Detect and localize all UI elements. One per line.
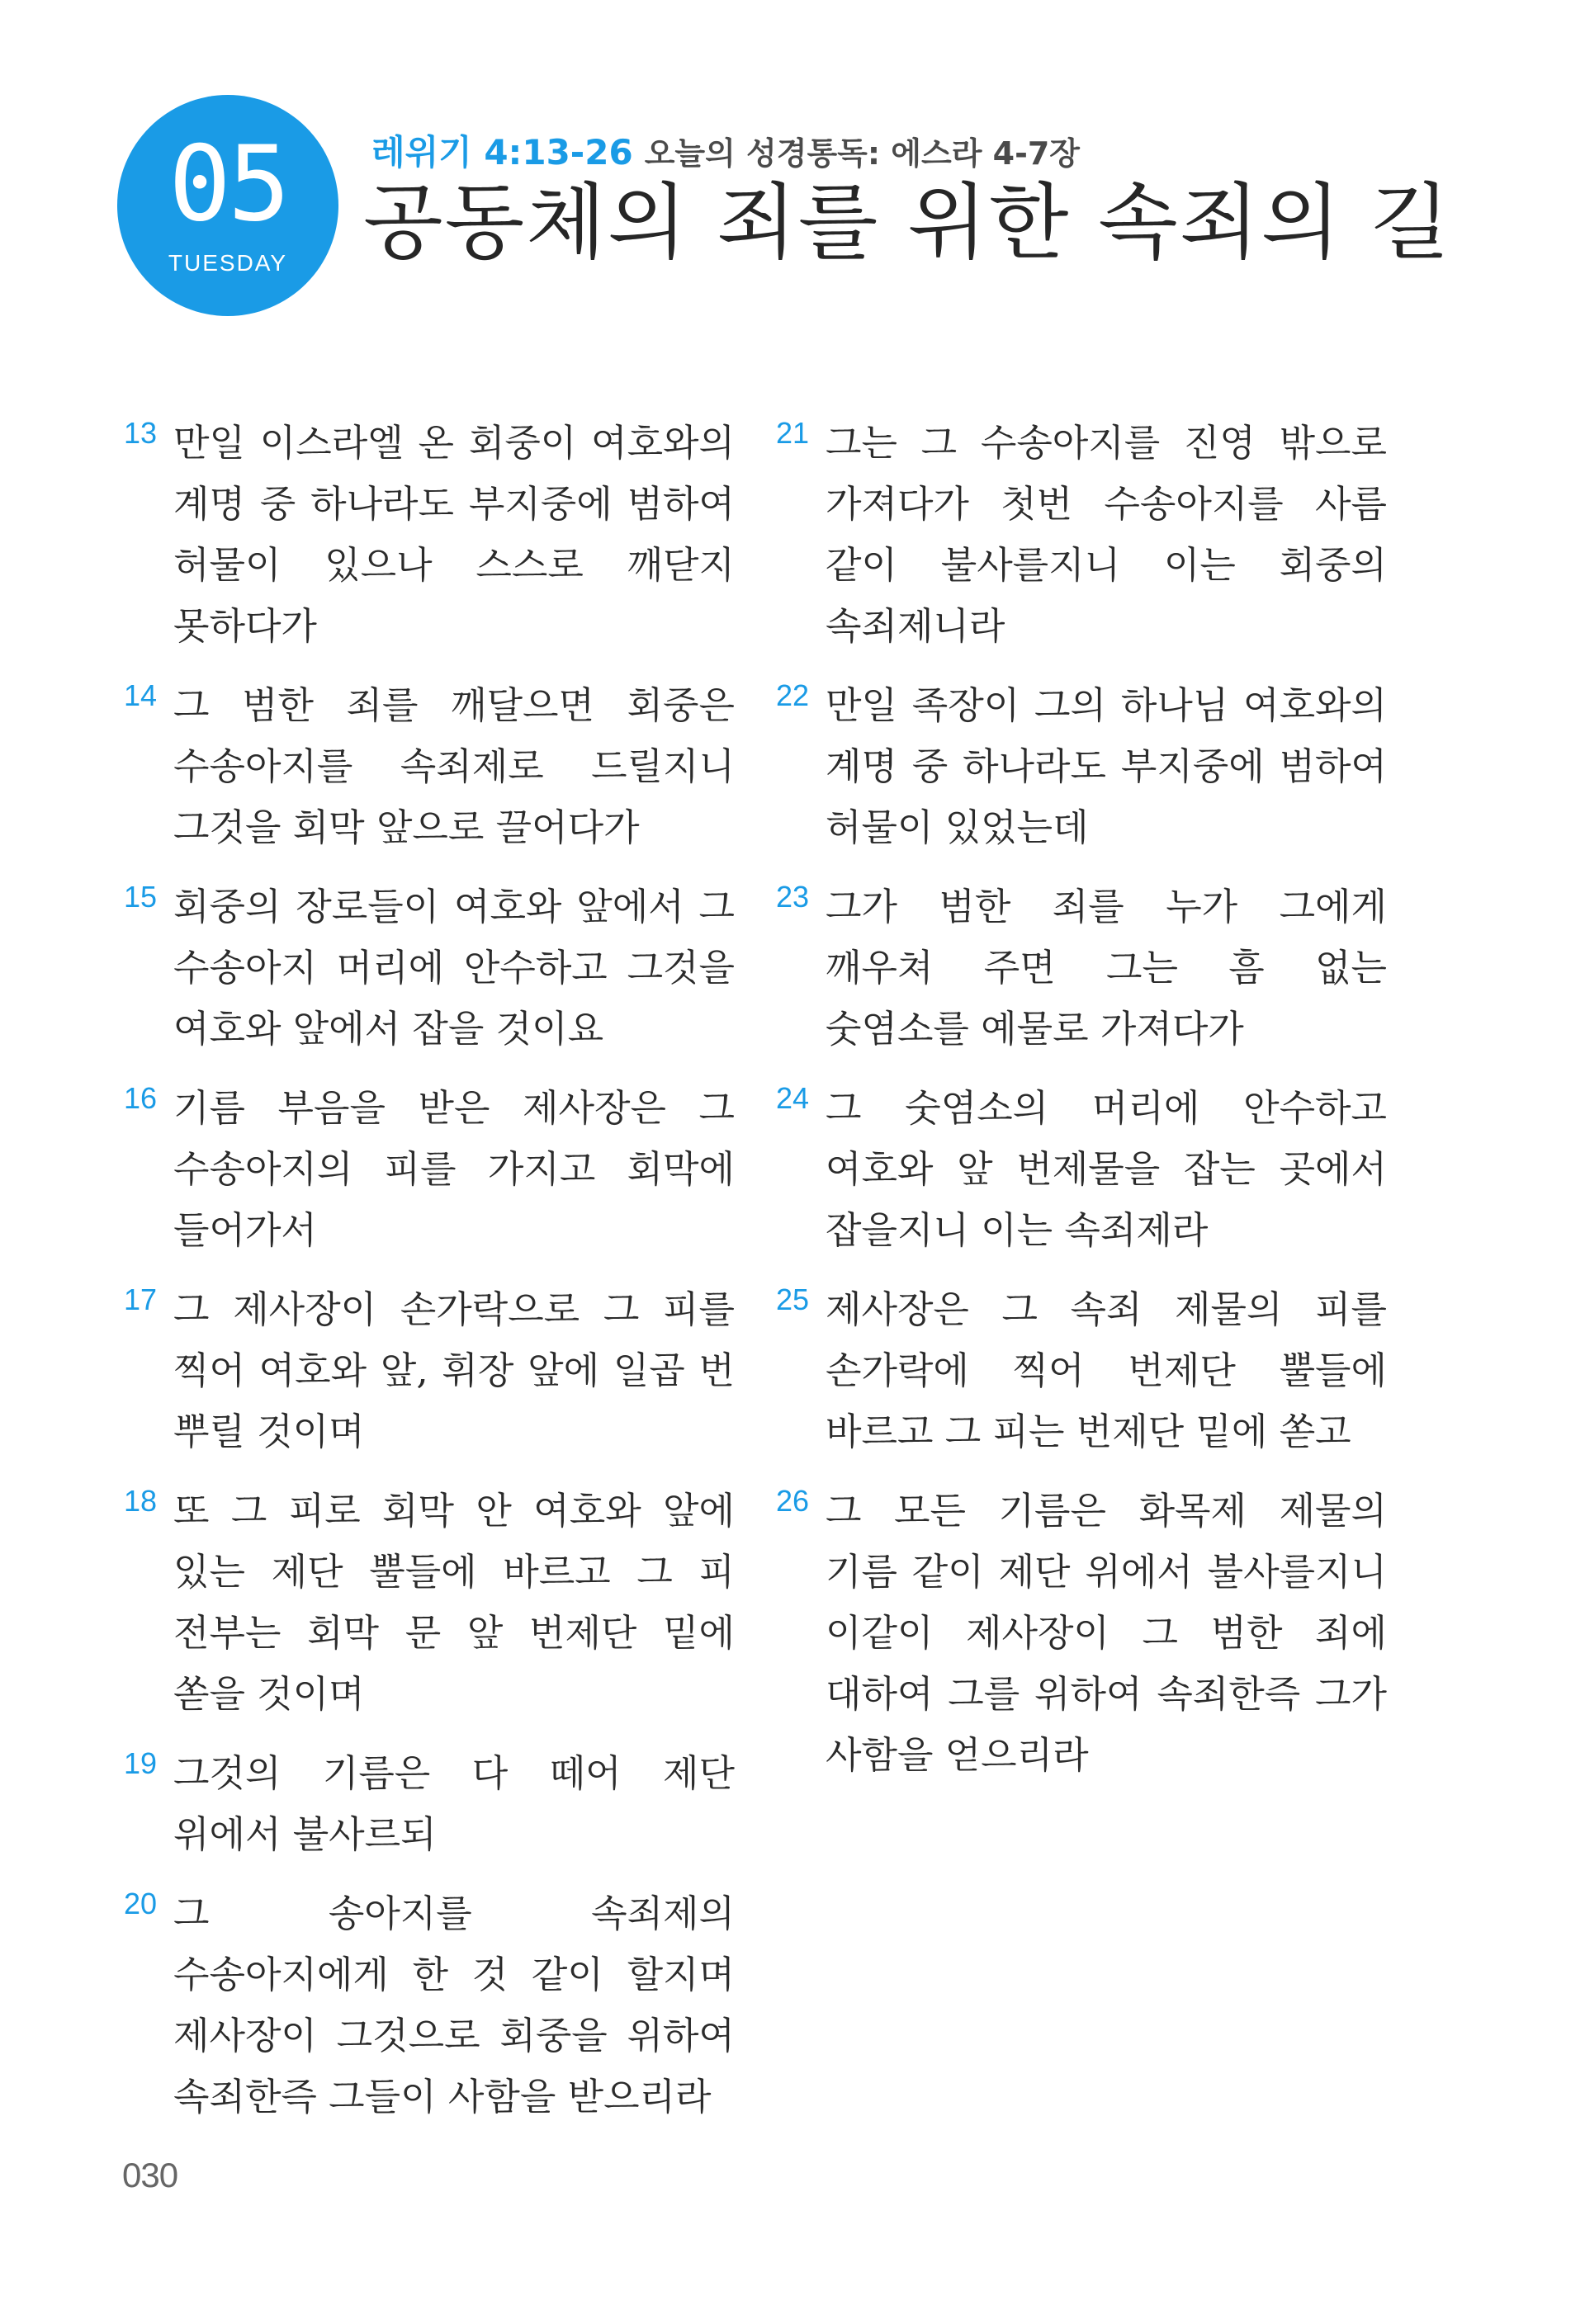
day-number: 05 xyxy=(168,123,287,244)
reading-info xyxy=(371,125,1080,175)
verse-18 xyxy=(124,1481,735,1725)
verse-22 xyxy=(776,675,1387,858)
passage-reference: 레위기 4:13-26 xyxy=(371,132,633,172)
verse-13 xyxy=(124,413,735,657)
verse-number: 25 xyxy=(776,1282,810,1316)
verse-15 xyxy=(124,876,735,1060)
verse-text: 만일 이스라엘 온 회중이 여호와의 계명 중 하나라도 부지중에 범하여 허물이 있으나 스스로 깨닫지 못하다가 xyxy=(173,421,735,648)
verse-number: 15 xyxy=(124,880,158,914)
verse-text: 그 제사장이 손가락으로 그 피를 찍어 여호와 앞, 휘장 앞에 일곱 번 뿌릴 것이며 xyxy=(173,1287,735,1453)
verse-21 xyxy=(776,413,1387,657)
verse-number: 22 xyxy=(776,678,810,712)
verse-text: 만일 족장이 그의 하나님 여호와의 계명 중 하나라도 부지중에 범하여 허물이 있었는데 xyxy=(826,683,1387,849)
verse-number: 17 xyxy=(124,1282,158,1316)
verse-text: 그 범한 죄를 깨달으면 회중은 수송아지를 속죄제로 드릴지니 그것을 회막 앞으로 끌어다가 xyxy=(173,683,735,849)
verse-text: 그 모든 기름은 화목제 제물의 기름 같이 제단 위에서 불사를지니 이같이 제사장이 그 범한 죄에 대하여 그를 위하여 속죄한즉 그가 사함을 얻으리라 xyxy=(826,1489,1387,1777)
page-number: 030 xyxy=(122,2156,178,2194)
daily-reading: 오늘의 성경통독: 에스라 4-7장 xyxy=(644,135,1081,172)
right-column xyxy=(776,413,1387,1804)
verse-19 xyxy=(124,1743,735,1865)
day-badge xyxy=(117,95,338,316)
verse-text: 기름 부음을 받은 제사장은 그 수송아지의 피를 가지고 회막에 들어가서 xyxy=(173,1086,735,1252)
verse-number: 23 xyxy=(776,880,810,914)
verse-16 xyxy=(124,1078,735,1261)
verse-number: 19 xyxy=(124,1746,158,1780)
verse-text: 그것의 기름은 다 떼어 제단 위에서 불사르되 xyxy=(173,1751,735,1856)
verse-number: 13 xyxy=(124,416,158,450)
weekday-label: TUESDAY xyxy=(168,250,288,276)
left-column xyxy=(124,413,735,2146)
verse-17 xyxy=(124,1279,735,1462)
verse-text: 또 그 피로 회막 안 여호와 앞에 있는 제단 뿔들에 바르고 그 피 전부는 회막 문 앞 번제단 밑에 쏟을 것이며 xyxy=(173,1489,735,1716)
verse-20 xyxy=(124,1883,735,2128)
verse-text: 그 송아지를 속죄제의 수송아지에게 한 것 같이 할지며 제사장이 그것으로 회중을 위하여 속죄한즉 그들이 사함을 받으리라 xyxy=(173,1892,735,2119)
verse-text: 그는 그 수송아지를 진영 밖으로 가져다가 첫번 수송아지를 사름 같이 불사를지니 이는 회중의 속죄제니라 xyxy=(826,421,1387,648)
page-title: 공동체의 죄를 위한 속죄의 길 xyxy=(363,174,1452,271)
verse-14 xyxy=(124,675,735,858)
verse-23 xyxy=(776,876,1387,1060)
verse-25 xyxy=(776,1279,1387,1462)
verse-text: 제사장은 그 속죄 제물의 피를 손가락에 찍어 번제단 뿔들에 바르고 그 피는 번제단 밑에 쏟고 xyxy=(826,1287,1387,1453)
verse-number: 18 xyxy=(124,1484,158,1518)
verse-number: 24 xyxy=(776,1081,810,1115)
verse-number: 14 xyxy=(124,678,158,712)
verse-24 xyxy=(776,1078,1387,1261)
verse-number: 20 xyxy=(124,1887,158,1920)
verse-text: 회중의 장로들이 여호와 앞에서 그 수송아지 머리에 안수하고 그것을 여호와 앞에서 잡을 것이요 xyxy=(173,885,735,1051)
verse-26 xyxy=(776,1481,1387,1786)
verse-text: 그 숫염소의 머리에 안수하고 여호와 앞 번제물을 잡는 곳에서 잡을지니 이는 속죄제라 xyxy=(826,1086,1387,1252)
verse-number: 26 xyxy=(776,1484,810,1518)
verse-number: 21 xyxy=(776,416,810,450)
verse-number: 16 xyxy=(124,1081,158,1115)
verse-text: 그가 범한 죄를 누가 그에게 깨우쳐 주면 그는 흠 없는 숫염소를 예물로 가져다가 xyxy=(826,885,1387,1051)
